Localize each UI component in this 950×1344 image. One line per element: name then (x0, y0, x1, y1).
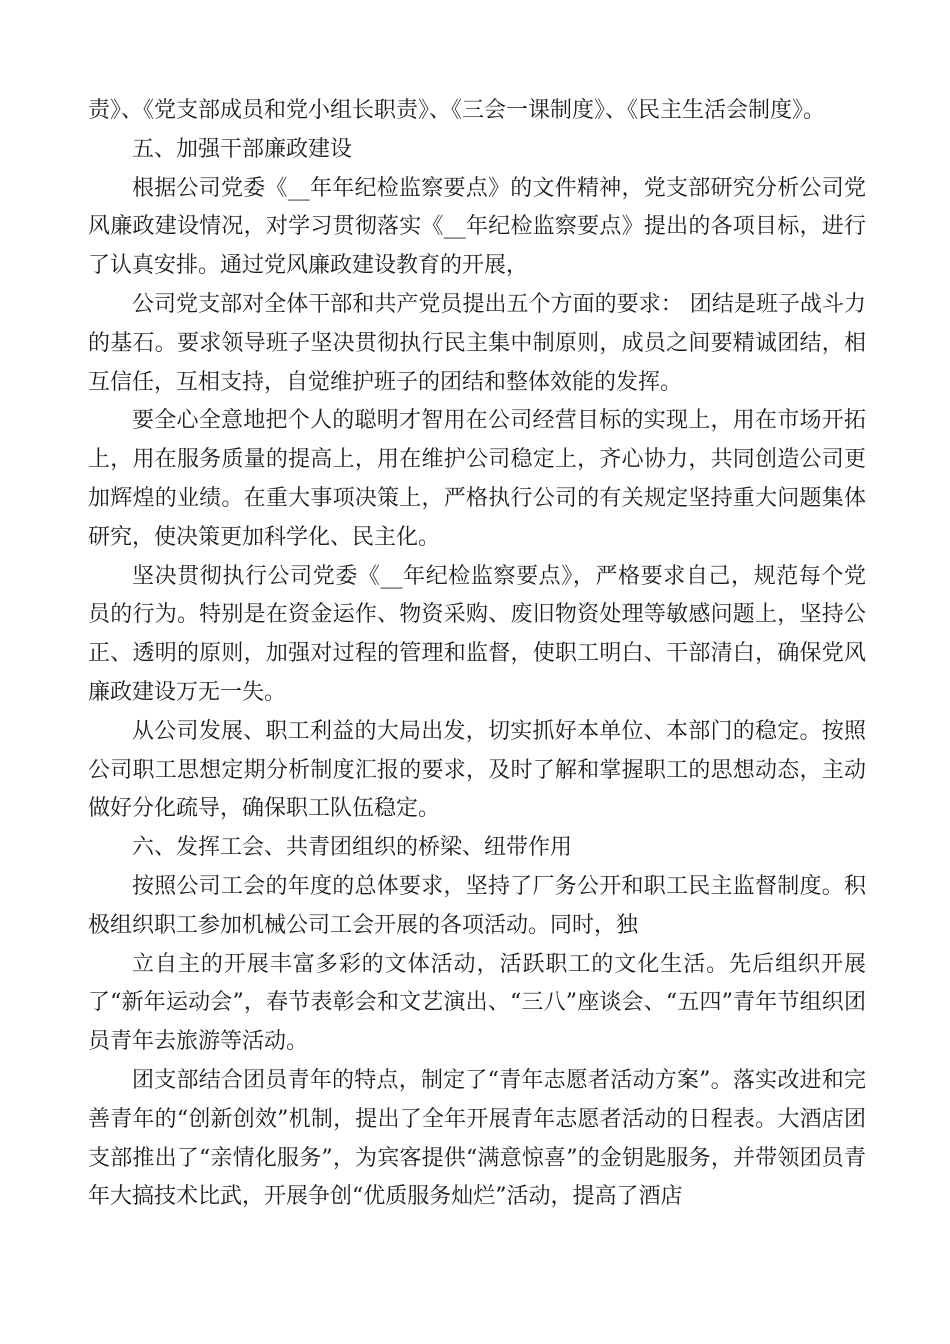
section-heading: 五、加强干部廉政建设 (132, 136, 353, 162)
paragraph: 按照公司工会的年度的总体要求，坚持了厂务公开和职工民主监督制度。积极组织职工参加机械公司工会开展的各项活动。同时，独 (88, 873, 866, 938)
paragraph: 坚决贯彻执行公司党委《__年纪检监察要点》，严格要求自己，规范每个党员的行为。特别是在资金运作、物资采购、废旧物资处理等敏感问题上，坚持公正、透明的原则，加强对过程的管理和监督，使职工明白、干部清白，确保党风廉政建设万无一失。 (88, 563, 866, 705)
paragraph: 公司党支部对全体干部和共产党员提出五个方面的要求： 团结是班子战斗力的基石。要求领导班子坚决贯彻执行民主集中制原则，成员之间要精诚团结，相互信任，互相支持，自觉维护班子的团结和整体效能的发挥。 (88, 291, 866, 395)
paragraph: 团支部结合团员青年的特点，制定了“青年志愿者活动方案”。落实改进和完善青年的“创新创效”机制，提出了全年开展青年志愿者活动的日程表。大酒店团支部推出了“亲情化服务”，为宾客提供“满意惊喜”的金钥匙服务，并带领团员青年大搞技术比武，开展争创“优质服务灿烂”活动，提高了酒店 (88, 1067, 866, 1210)
paragraph: 从公司发展、职工利益的大局出发，切实抓好本单位、本部门的稳定。按照公司职工思想定期分析制度汇报的要求，及时了解和掌握职工的思想动态，主动做好分化疏导，确保职工队伍稳定。 (88, 718, 866, 822)
paragraph: 责》、《党支部成员和党小组长职责》、《三会一课制度》、《民主生活会制度》。 (88, 98, 826, 123)
paragraph: 要全心全意地把个人的聪明才智用在公司经营目标的实现上，用在市场开拓上，用在服务质量的提高上，用在维护公司稳定上，齐心协力，共同创造公司更加辉煌的业绩。在重大事项决策上，严格执行公司的有关规定坚持重大问题集体研究，使决策更加科学化、民主化。 (88, 408, 866, 550)
section-heading: 六、发挥工会、共青团组织的桥梁、纽带作用 (132, 835, 573, 861)
paragraph: 根据公司党委《__年年纪检监察要点》的文件精神，党支部研究分析公司党风廉政建设情况，对学习贯彻落实《__年纪检监察要点》提出的各项目标，进行了认真安排。通过党风廉政建设教育的开展， (88, 175, 866, 279)
paragraph: 立自主的开展丰富多彩的文体活动，活跃职工的文化生活。先后组织开展了“新年运动会”，春节表彰会和文艺演出、“三八”座谈会、“五四”青年节组织团员青年去旅游等活动。 (88, 951, 866, 1055)
document-body (88, 92, 866, 1217)
